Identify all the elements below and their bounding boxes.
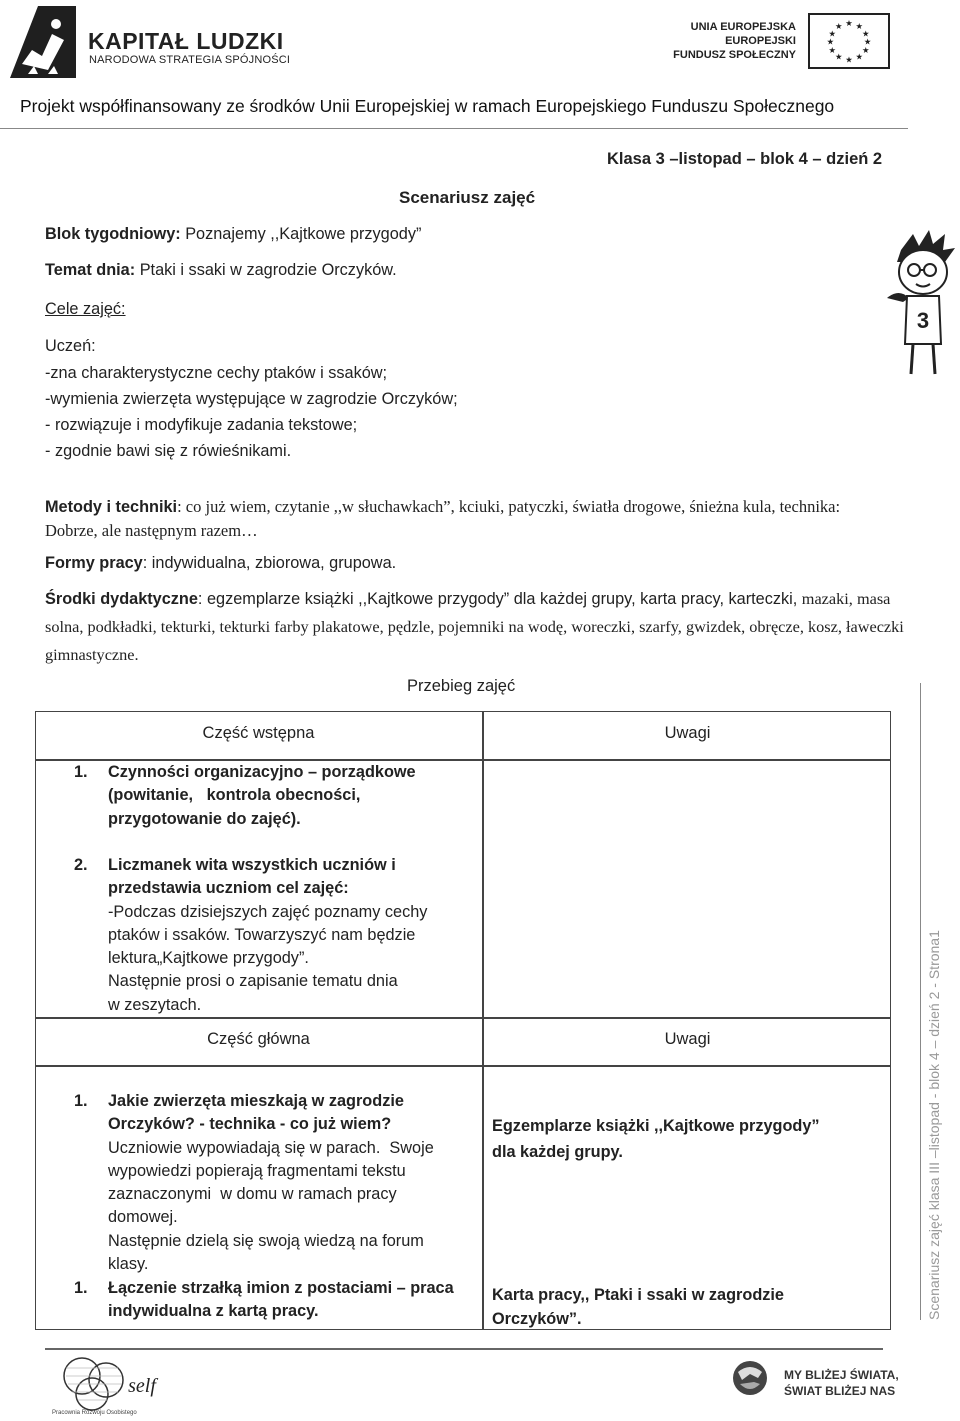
main-notes-header: Uwagi	[664, 1030, 711, 1048]
svg-text:★: ★	[863, 36, 872, 47]
table-row-divider	[35, 1017, 891, 1019]
goal-item: - rozwiązuje i modyfikuje zadania tekstowe;	[45, 416, 358, 434]
class-label: Klasa 3 –listopad – blok 4 – dzień 2	[607, 150, 883, 168]
item-line: (powitanie, kontrola obecności,	[108, 786, 361, 805]
item-line: Łączenie strzałką imion z postaciami – praca	[108, 1279, 454, 1297]
item-line: domowej.	[108, 1208, 178, 1227]
self-caption: Pracownia Rozwoju Osobistego	[52, 1410, 137, 1416]
item-number: 1.	[74, 1092, 88, 1110]
slogan-line: MY BLIŻEJ ŚWIATA,	[784, 1368, 899, 1382]
methods-value: : co już wiem, czytanie ,,w słuchawkach”, kciuki, patyczki, światła drogowe, śnieżna kula, technika: Dobrze, ale następnym razem…	[45, 497, 841, 540]
table-column-divider	[482, 711, 484, 1330]
svg-text:self: self	[128, 1375, 156, 1397]
mascot-number: 3	[916, 308, 930, 333]
item-line: wypowiedzi popierają fragmentami tekstu	[108, 1161, 406, 1180]
eu-line: EUROPEJSKI	[725, 35, 796, 47]
item-line: ptaków i ssaków. Towarzyszyć nam będzie	[108, 925, 416, 944]
main-section-header: Część główna	[207, 1030, 310, 1048]
intro-item-2	[74, 854, 474, 1016]
item-line: Czynności organizacyjno – porządkowe	[108, 763, 416, 781]
topic-line	[45, 261, 397, 280]
svg-text:★: ★	[835, 20, 843, 31]
item-line: -Podczas dzisiejszych zajęć poznamy cechy	[108, 902, 428, 921]
goal-item: - zgodnie bawi się z rówieśnikami.	[45, 442, 292, 460]
item-line: Uczniowie wypowiadają się w parach. Swoje	[108, 1138, 434, 1157]
intro-item-1	[74, 761, 474, 833]
przebieg-heading: Przebieg zajęć	[407, 677, 516, 695]
srodki-value-serif: mazaki, masa solna, podkładki, tekturki, tekturki farby plakatowe, pędzle, pojemniki na wodę, woreczki, szarfy, gwizdek, obręcze, kosz, ławeczki gimnastyczne.	[45, 589, 904, 664]
svg-text:★: ★	[861, 28, 870, 39]
kapital-ludzki-logo-icon	[8, 4, 78, 78]
slogan-line: ŚWIAT BLIŻEJ NAS	[784, 1384, 896, 1398]
note-line: Egzemplarze książki ,,Kajtkowe przygody”	[492, 1117, 820, 1135]
goal-item: -wymienia zwierzęta występujące w zagrodzie Orczyków;	[45, 390, 458, 408]
topic-label: Temat dnia:	[45, 261, 136, 279]
svg-text:★: ★	[845, 18, 853, 29]
main-item-2	[74, 1277, 474, 1325]
forms-value: : indywidualna, zbiorowa, grupowa.	[142, 554, 397, 572]
note-line: Orczyków”.	[492, 1310, 582, 1328]
notes-header: Uwagi	[664, 724, 711, 742]
svg-text:★: ★	[855, 51, 863, 62]
note-line: Karta pracy,, Ptaki i ssaki w zagrodzie	[492, 1286, 784, 1304]
goals-heading: Cele zajęć:	[45, 300, 126, 318]
scenario-title: Scenariusz zajęć	[399, 188, 536, 207]
item-line: w zeszytach.	[108, 995, 202, 1014]
srodki-paragraph	[45, 585, 905, 669]
methods-paragraph	[45, 495, 895, 543]
vertical-page-footer: Scenariusz zajęć klasa III –listopad - blok 4 – dzień 2 - Strona1	[926, 930, 942, 1320]
side-rule	[920, 683, 921, 1320]
forms-label: Formy pracy	[45, 554, 143, 572]
item-line: Liczmanek wita wszystkich uczniów i	[108, 856, 396, 874]
item-line: przedstawia uczniom cel zajęć:	[108, 879, 349, 898]
block-line	[45, 225, 421, 244]
item-line: Orczyków? - technika - co już wiem?	[108, 1115, 392, 1134]
topic-value: Ptaki i ssaki w zagrodzie Orczyków.	[135, 261, 397, 279]
item-line: zaznaczonymi w domu w ramach pracy	[108, 1185, 397, 1204]
item-line: klasy.	[108, 1255, 149, 1274]
svg-text:★: ★	[855, 20, 863, 31]
item-body	[108, 854, 427, 1017]
goals-intro: Uczeń:	[45, 337, 96, 355]
item-line: przygotowanie do zajęć).	[108, 809, 301, 828]
forms-line	[45, 554, 396, 573]
kajtek-mascot-icon	[883, 228, 959, 378]
item-line: Następnie prosi o zapisanie tematu dnia	[108, 972, 398, 991]
main-item-1	[74, 1090, 474, 1276]
header-divider	[0, 128, 908, 129]
item-body	[108, 1090, 434, 1276]
main-note-1	[492, 1113, 882, 1165]
item-number: 1.	[74, 1279, 88, 1297]
item-line: Następnie dzielą się swoją wiedzą na forum	[108, 1231, 424, 1250]
note-line: dla każdej grupy.	[492, 1143, 623, 1161]
item-line: lektura„Kajtkowe przygody”.	[108, 949, 309, 968]
table-row-divider	[35, 1065, 891, 1067]
eu-line: FUNDUSZ SPOŁECZNY	[673, 49, 796, 61]
eu-text	[673, 20, 796, 62]
svg-text:★: ★	[861, 45, 870, 56]
srodki-label: Środki dydaktyczne	[45, 590, 198, 608]
svg-text:★: ★	[826, 36, 835, 47]
block-label: Blok tygodniowy:	[45, 225, 181, 243]
item-body	[108, 1277, 454, 1324]
kapital-ludzki-subtitle: NARODOWA STRATEGIA SPÓJNOŚCI	[89, 54, 291, 66]
item-line: Jakie zwierzęta mieszkają w zagrodzie	[108, 1092, 404, 1110]
srodki-value-sans: : egzemplarze książki ,,Kajtkowe przygody” dla każdej grupy, karta pracy, karteczki,	[197, 590, 798, 608]
item-number: 2.	[74, 856, 88, 874]
msw-slogan	[784, 1367, 899, 1399]
block-value: Poznajemy ,,Kajtkowe przygody”	[180, 225, 422, 243]
svg-text:★: ★	[845, 54, 853, 65]
intro-section-header: Część wstępna	[202, 724, 315, 742]
item-number: 1.	[74, 763, 88, 781]
globe-logo-icon	[730, 1358, 770, 1398]
item-line: indywidualna z kartą pracy.	[108, 1302, 319, 1321]
svg-text:★: ★	[828, 28, 837, 39]
footer-divider	[45, 1348, 883, 1350]
svg-text:★: ★	[828, 45, 837, 56]
main-note-2	[492, 1283, 882, 1331]
goal-item: -zna charakterystyczne cechy ptaków i ssaków;	[45, 364, 388, 382]
eu-line: UNIA EUROPEJSKA	[690, 21, 796, 33]
svg-text:★: ★	[835, 51, 843, 62]
project-cofinancing-line: Projekt współfinansowany ze środków Unii Europejskiej w ramach Europejskiego Funduszu Społecznego	[20, 96, 835, 116]
methods-label: Metody i techniki	[45, 498, 178, 516]
kapital-ludzki-title: KAPITAŁ LUDZKI	[88, 28, 284, 54]
item-body	[108, 761, 416, 831]
eu-flag-icon	[808, 13, 890, 69]
